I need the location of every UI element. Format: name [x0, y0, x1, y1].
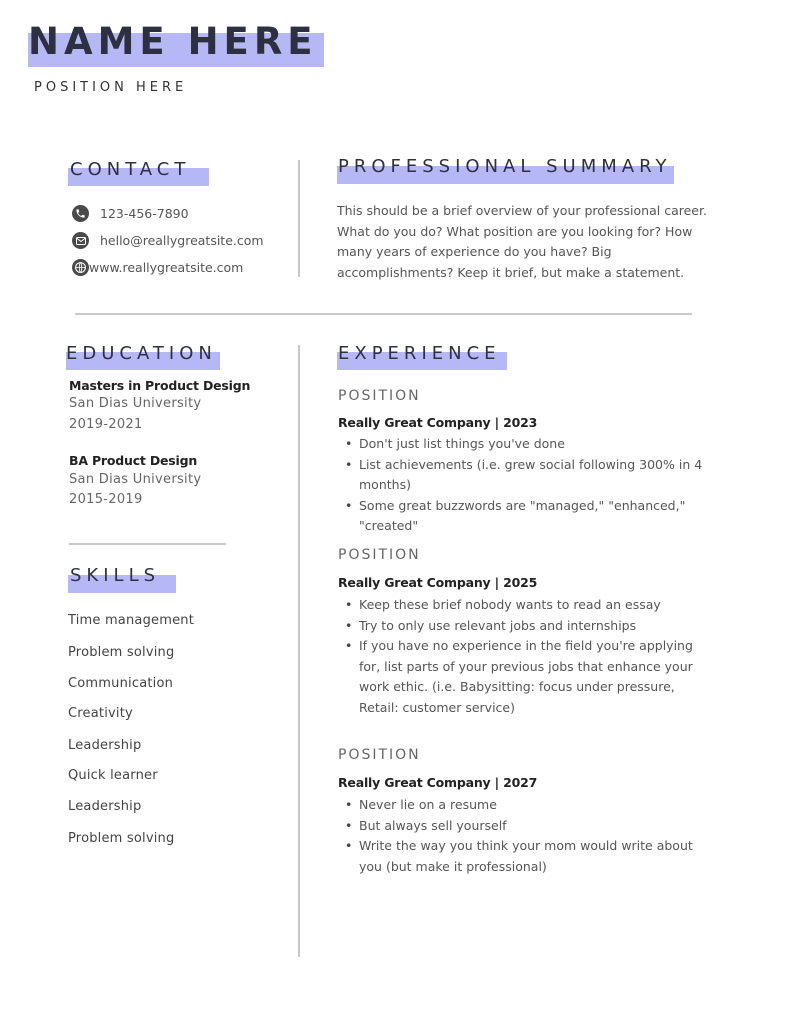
contact-website: [72, 259, 243, 276]
job-company: Really Great Company | 2023: [338, 415, 538, 430]
education-degree: Masters in Product Design: [69, 378, 251, 393]
globe-icon: [72, 259, 89, 276]
job-company: Really Great Company | 2025: [338, 575, 538, 590]
skill-item: Time management: [68, 613, 195, 628]
education-years: 2015-2019: [69, 492, 143, 507]
job-bullet: • Don't just list things you've done: [343, 434, 713, 455]
job-bullets: [343, 434, 713, 537]
job-bullet: • But always sell yourself: [343, 816, 713, 837]
skill-item: Problem solving: [68, 645, 175, 660]
skills-title: SKILLS: [70, 565, 161, 586]
job-bullet: • Some great buzzwords are "managed," "enhanced," "created": [343, 496, 713, 537]
resume-name: NAME HERE: [28, 20, 318, 63]
job-bullet: • If you have no experience in the field you're applying for, list parts of your previous jobs that enhance your work ethic. (i.e. Babysitting: focus under pressure, Retail: customer service): [343, 636, 713, 718]
job-position: POSITION: [338, 747, 421, 763]
skill-item: Communication: [68, 676, 174, 691]
skill-item: Leadership: [68, 738, 142, 753]
top-vertical-divider: [298, 160, 300, 277]
contact-title: CONTACT: [70, 159, 191, 180]
contact-email-text: hello@reallygreatsite.com: [100, 233, 264, 248]
education-divider: [69, 543, 226, 545]
job-position: POSITION: [338, 388, 421, 404]
phone-icon: [72, 205, 89, 222]
education-school: San Dias University: [69, 472, 202, 487]
contact-phone: [72, 205, 189, 222]
skill-item: Leadership: [68, 799, 142, 814]
education-degree: BA Product Design: [69, 453, 198, 468]
education-years: 2019-2021: [69, 417, 143, 432]
job-bullet: • List achievements (i.e. grew social following 300% in 4 months): [343, 455, 713, 496]
education-title: EDUCATION: [66, 343, 217, 364]
summary-title: PROFESSIONAL SUMMARY: [338, 156, 672, 177]
contact-phone-text: 123-456-7890: [100, 206, 189, 221]
skill-item: Problem solving: [68, 831, 175, 846]
skill-item: Creativity: [68, 706, 133, 721]
job-bullet: • Try to only use relevant jobs and internships: [343, 616, 713, 637]
education-school: San Dias University: [69, 396, 202, 411]
job-bullet: • Write the way you think your mom would write about you (but make it professional): [343, 836, 713, 877]
job-position: POSITION: [338, 547, 421, 563]
resume-position: POSITION HERE: [34, 80, 188, 95]
email-icon: [72, 232, 89, 249]
section-divider: [75, 313, 692, 315]
job-bullet: • Never lie on a resume: [343, 795, 713, 816]
job-bullet: • Keep these brief nobody wants to read an essay: [343, 595, 713, 616]
job-bullets: [343, 795, 713, 877]
contact-website-text: www.reallygreatsite.com: [89, 260, 244, 275]
experience-title: EXPERIENCE: [338, 343, 501, 364]
contact-email: [72, 232, 264, 249]
skill-item: Quick learner: [68, 768, 158, 783]
summary-text: This should be a brief overview of your professional career. What do you do? What position are you looking for? How many years of experience do you have? Big accomplishments? Keep it brief, but make a statement.: [337, 203, 707, 280]
job-bullets: [343, 595, 713, 718]
main-vertical-divider: [298, 345, 300, 957]
job-company: Really Great Company | 2027: [338, 775, 538, 790]
